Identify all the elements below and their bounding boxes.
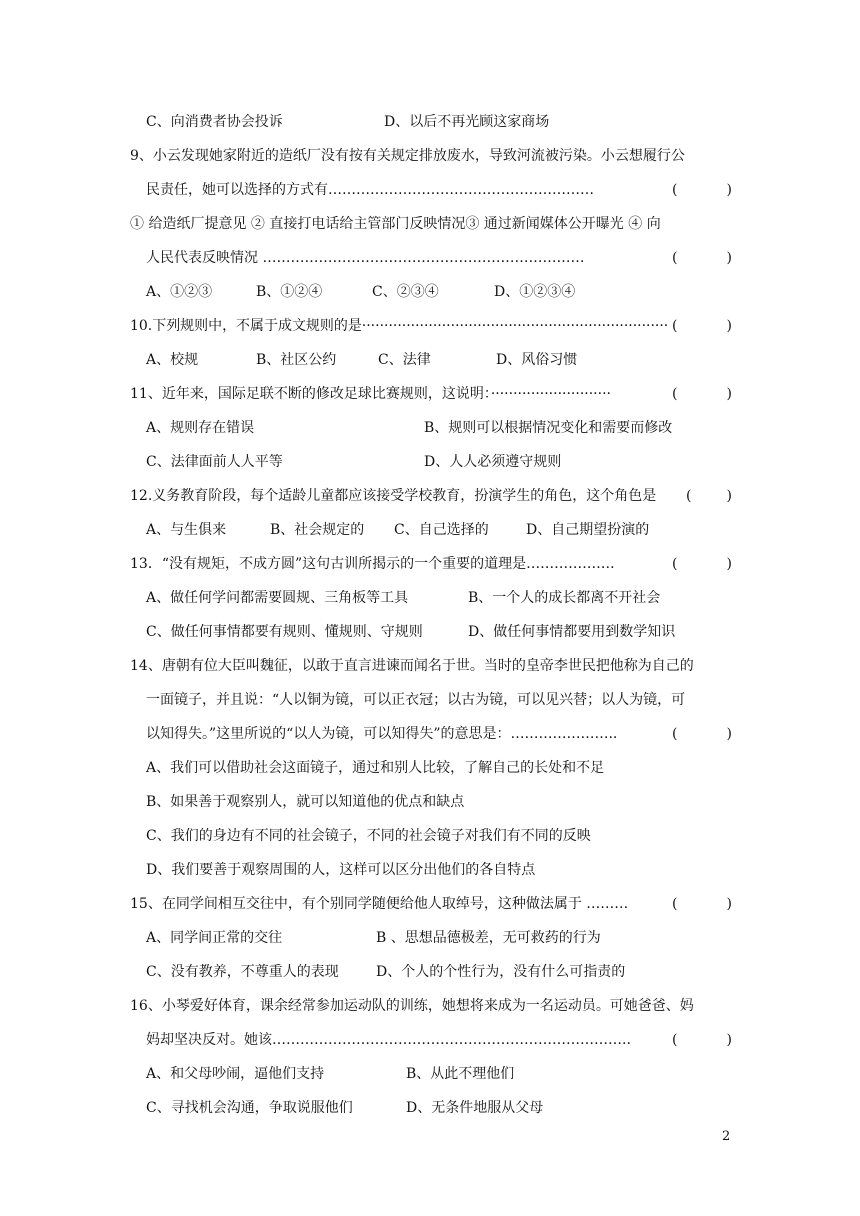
- q15-answer-blank: ( ): [672, 896, 732, 912]
- q11-option-d: D、人人必须遵守规则: [424, 454, 562, 470]
- q16-option-a: A、和父母吵闹，逼他们支持: [146, 1066, 325, 1082]
- page-number: 2: [722, 1129, 731, 1144]
- q15-option-c: C、没有教养，不尊重人的表现: [146, 964, 339, 980]
- q14-option-d: D、我们要善于观察周围的人，这样可以区分出他们的各自特点: [146, 862, 536, 878]
- q12-option-a: A、与生俱来: [146, 522, 227, 538]
- q11-option-a: A、规则存在错误: [146, 420, 255, 436]
- q9-option-c: C、②③④: [372, 284, 439, 300]
- q16-option-c: C、寻找机会沟通，争取说服他们: [146, 1100, 353, 1116]
- q16-option-b: B、从此不理他们: [406, 1066, 515, 1082]
- q9-option-d: D、①②③④: [494, 284, 576, 300]
- q9-option-a: A、①②③: [146, 284, 213, 300]
- q14-answer-blank: ( ): [672, 726, 732, 742]
- q16-stem-line-2: 妈却坚决反对。她该…………………………………………………………………..: [146, 1032, 631, 1048]
- q15-option-d: D、个人的个性行为，没有什么可指责的: [376, 964, 626, 980]
- q14-option-a: A、我们可以借助社会这面镜子，通过和别人比较，了解自己的长处和不足: [146, 760, 605, 776]
- q11-stem: 11、近年来，国际足联不断的修改足球比赛规则，这说明：···························: [130, 386, 611, 402]
- q10-option-c: C、法律: [378, 352, 431, 368]
- q13-option-c: C、做任何事情都要有规则、懂规则、守规则: [146, 624, 423, 640]
- q13-option-d: D、做任何事情都要用到数学知识: [468, 624, 676, 640]
- q15-option-a: A、同学间正常的交往: [146, 930, 283, 946]
- q11-option-b: B、规则可以根据情况变化和需要而修改: [424, 420, 673, 436]
- q10-option-d: D、风俗习惯: [496, 352, 578, 368]
- q9-choices-line-1: ① 给造纸厂提意见 ② 直接打电话给主管部门反映情况③ 通过新闻媒体公开曝光 ④ 向: [130, 216, 661, 232]
- q13-option-b: B、一个人的成长都离不开社会: [468, 590, 661, 606]
- q9-option-b: B、①②④: [256, 284, 323, 300]
- q8-option-d: D、以后不再光顾这家商场: [384, 114, 550, 130]
- q11-option-c: C、法律面前人人平等: [146, 454, 283, 470]
- q14-option-b: B、如果善于观察别人，就可以知道他的优点和缺点: [146, 794, 465, 810]
- q8-option-c: C、向消费者协会投诉: [146, 114, 283, 130]
- q15-option-b: B 、思想品德极差，无可救药的行为: [376, 930, 601, 946]
- q9-stem-line-1: 9、小云发现她家附近的造纸厂没有按有关规定排放废水，导致河流被污染。小云想履行公: [130, 148, 685, 164]
- q9-answer-blank-2: ( ): [672, 250, 732, 266]
- q13-answer-blank: ( ): [672, 556, 732, 572]
- q12-option-d: D、自己期望扮演的: [526, 522, 650, 538]
- q16-option-d: D、无条件地服从父母: [406, 1100, 544, 1116]
- q13-stem: 13．“没有规矩，不成方圆”这句古训所揭示的一个重要的道理是……………….: [130, 556, 615, 572]
- q15-stem: 15、在同学间相互交往中，有个别同学随便给他人取绰号，这种做法属于 ………: [130, 896, 629, 912]
- q10-answer-blank: ( ): [672, 318, 732, 334]
- q11-answer-blank: ( ): [672, 386, 732, 402]
- q9-choices-line-2: 人民代表反映情况 ……………………………………………………………: [146, 250, 585, 266]
- q10-option-b: B、社区公约: [256, 352, 337, 368]
- q16-stem-line-1: 16、小琴爱好体育，课余经常参加运动队的训练，她想将来成为一名运动员。可她爸爸、妈: [130, 998, 694, 1014]
- q14-stem-line-1: 14、唐朝有位大臣叫魏征，以敢于直言进谏而闻名于世。当时的皇帝李世民把他称为自己的: [130, 658, 694, 674]
- q16-answer-blank: ( ): [672, 1032, 732, 1048]
- q14-option-c: C、我们的身边有不同的社会镜子，不同的社会镜子对我们有不同的反映: [146, 828, 591, 844]
- q12-option-b: B、社会规定的: [270, 522, 365, 538]
- q10-stem: 10.下列规则中，不属于成文规则的是·····································································: [130, 318, 669, 334]
- q12-option-c: C、自己选择的: [394, 522, 489, 538]
- q9-answer-blank: ( ): [672, 182, 732, 198]
- q13-option-a: A、做任何学问都需要圆规、三角板等工具: [146, 590, 409, 606]
- q14-stem-line-2: 一面镜子，并且说：“人以铜为镜，可以正衣冠；以古为镜，可以见兴替；以人为镜，可: [146, 692, 686, 708]
- q12-stem: 12.义务教育阶段，每个适龄儿童都应该接受学校教育，扮演学生的角色，这个角色是: [130, 488, 657, 504]
- q14-stem-line-3: 以知得失。”这里所说的“以人为镜，可以知得失”的意思是：…………………..: [146, 726, 618, 742]
- q12-answer-blank: ( ): [686, 488, 732, 504]
- q10-option-a: A、校规: [146, 352, 199, 368]
- q9-stem-line-2: 民责任，她可以选择的方式有…………………………………………………: [146, 182, 594, 198]
